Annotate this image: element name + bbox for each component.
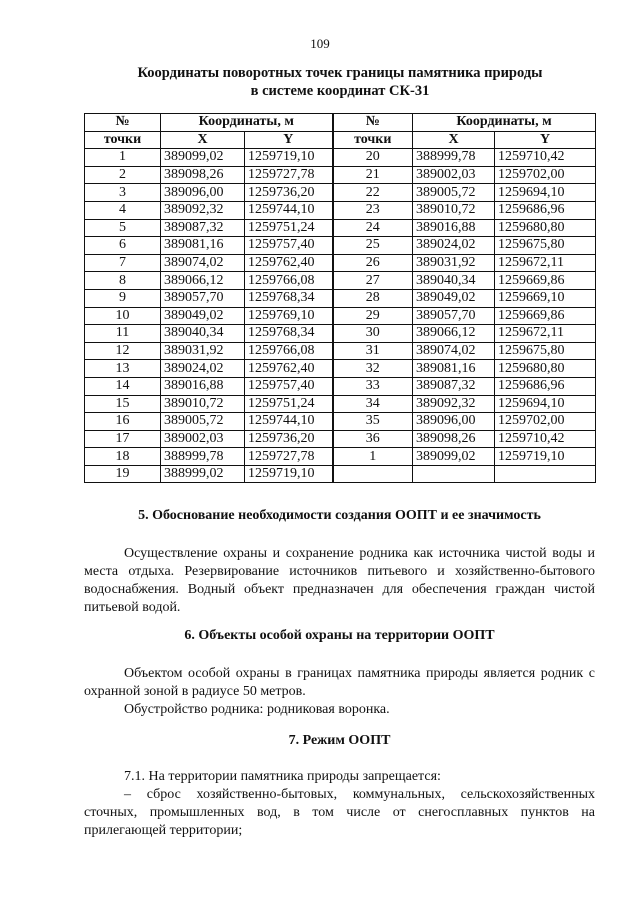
cell-x-left: 389024,02 bbox=[161, 360, 245, 378]
cell-y-right: 1259672,11 bbox=[495, 254, 596, 272]
cell-point-left: 18 bbox=[85, 448, 161, 466]
cell-y-right: 1259675,80 bbox=[495, 342, 596, 360]
cell-point-left: 8 bbox=[85, 272, 161, 290]
cell-point-left: 4 bbox=[85, 201, 161, 219]
cell-x-left: 389002,03 bbox=[161, 430, 245, 448]
cell-point-right: 33 bbox=[333, 377, 413, 395]
section-5 bbox=[84, 507, 595, 617]
cell-y-left: 1259744,10 bbox=[245, 413, 333, 431]
cell-point-right: 1 bbox=[333, 448, 413, 466]
cell-point-right: 30 bbox=[333, 325, 413, 343]
cell-point-left: 13 bbox=[85, 360, 161, 378]
cell-x-left: 389099,02 bbox=[161, 149, 245, 167]
section-6-text-1: Объектом особой охраны в границах памятника природы является родник с охранной зоной в радиусе 50 метров. bbox=[84, 666, 595, 699]
cell-y-right: 1259669,10 bbox=[495, 289, 596, 307]
table-row bbox=[85, 465, 596, 483]
cell-y-right: 1259672,11 bbox=[495, 325, 596, 343]
section-6-heading: 6. Объекты особой охраны на территории ООПТ bbox=[184, 628, 495, 643]
cell-y-left: 1259751,24 bbox=[245, 219, 333, 237]
cell-y-right: 1259675,80 bbox=[495, 237, 596, 255]
cell-point-left: 10 bbox=[85, 307, 161, 325]
cell-point-right: 21 bbox=[333, 166, 413, 184]
cell-point-right bbox=[333, 465, 413, 483]
cell-y-right: 1259710,42 bbox=[495, 149, 596, 167]
cell-x-right: 389098,26 bbox=[413, 430, 495, 448]
cell-x-left: 388999,02 bbox=[161, 465, 245, 483]
section-7-text-2: – сброс хозяйственно-бытовых, коммунальных, сельскохозяйственных сточных, промышленных вод, в том числе от снегосплавных пунктов на прилегающей территории; bbox=[84, 787, 595, 838]
cell-y-left: 1259768,34 bbox=[245, 289, 333, 307]
cell-x-left: 389096,00 bbox=[161, 184, 245, 202]
table-row bbox=[85, 325, 596, 343]
cell-y-right: 1259719,10 bbox=[495, 448, 596, 466]
cell-point-left: 11 bbox=[85, 325, 161, 343]
table-row bbox=[85, 360, 596, 378]
cell-y-left: 1259727,78 bbox=[245, 166, 333, 184]
cell-point-left: 19 bbox=[85, 465, 161, 483]
table-row bbox=[85, 413, 596, 431]
cell-y-left: 1259751,24 bbox=[245, 395, 333, 413]
section-5-heading: 5. Обоснование необходимости создания ООПТ и ее значимость bbox=[138, 508, 541, 523]
cell-point-right: 27 bbox=[333, 272, 413, 290]
cell-y-left: 1259757,40 bbox=[245, 377, 333, 395]
cell-y-left: 1259719,10 bbox=[245, 149, 333, 167]
section-6-text-2: Обустройство родника: родниковая воронка. bbox=[124, 702, 390, 717]
table-row bbox=[85, 219, 596, 237]
cell-x-right: 389002,03 bbox=[413, 166, 495, 184]
table-row bbox=[85, 307, 596, 325]
cell-y-right: 1259680,80 bbox=[495, 219, 596, 237]
table-title bbox=[60, 64, 620, 100]
table-row bbox=[85, 201, 596, 219]
cell-x-right: 389066,12 bbox=[413, 325, 495, 343]
cell-point-right: 23 bbox=[333, 201, 413, 219]
table-row bbox=[85, 395, 596, 413]
table-body bbox=[85, 149, 596, 483]
cell-point-right: 25 bbox=[333, 237, 413, 255]
cell-x-right: 389074,02 bbox=[413, 342, 495, 360]
cell-y-left: 1259769,10 bbox=[245, 307, 333, 325]
header-coords-left: Координаты, м bbox=[161, 114, 333, 132]
cell-point-left: 5 bbox=[85, 219, 161, 237]
cell-point-right: 34 bbox=[333, 395, 413, 413]
cell-y-right: 1259680,80 bbox=[495, 360, 596, 378]
table-row bbox=[85, 430, 596, 448]
cell-x-left: 389066,12 bbox=[161, 272, 245, 290]
cell-point-left: 15 bbox=[85, 395, 161, 413]
cell-point-left: 3 bbox=[85, 184, 161, 202]
cell-x-left: 389087,32 bbox=[161, 219, 245, 237]
cell-point-left: 14 bbox=[85, 377, 161, 395]
cell-point-right: 36 bbox=[333, 430, 413, 448]
cell-y-right: 1259669,86 bbox=[495, 307, 596, 325]
cell-point-left: 7 bbox=[85, 254, 161, 272]
cell-y-left: 1259719,10 bbox=[245, 465, 333, 483]
cell-x-right: 389087,32 bbox=[413, 377, 495, 395]
cell-y-right bbox=[495, 465, 596, 483]
cell-y-right: 1259694,10 bbox=[495, 184, 596, 202]
cell-x-right: 389031,92 bbox=[413, 254, 495, 272]
cell-y-left: 1259744,10 bbox=[245, 201, 333, 219]
cell-y-left: 1259768,34 bbox=[245, 325, 333, 343]
cell-y-left: 1259757,40 bbox=[245, 237, 333, 255]
cell-point-left: 12 bbox=[85, 342, 161, 360]
cell-x-left: 389081,16 bbox=[161, 237, 245, 255]
cell-point-right: 26 bbox=[333, 254, 413, 272]
title-line-1: Координаты поворотных точек границы памятника природы bbox=[137, 65, 543, 81]
header-coords-right: Координаты, м bbox=[413, 114, 596, 132]
cell-y-right: 1259686,96 bbox=[495, 201, 596, 219]
cell-point-right: 29 bbox=[333, 307, 413, 325]
section-7 bbox=[84, 732, 595, 840]
table-row bbox=[85, 289, 596, 307]
cell-y-right: 1259702,00 bbox=[495, 413, 596, 431]
cell-y-left: 1259727,78 bbox=[245, 448, 333, 466]
cell-point-right: 20 bbox=[333, 149, 413, 167]
header-point-right: точки bbox=[333, 131, 413, 149]
cell-y-left: 1259762,40 bbox=[245, 254, 333, 272]
cell-y-left: 1259766,08 bbox=[245, 342, 333, 360]
cell-x-left: 389057,70 bbox=[161, 289, 245, 307]
cell-x-right: 389057,70 bbox=[413, 307, 495, 325]
cell-y-left: 1259762,40 bbox=[245, 360, 333, 378]
table-row bbox=[85, 272, 596, 290]
cell-x-left: 389031,92 bbox=[161, 342, 245, 360]
cell-x-right: 389024,02 bbox=[413, 237, 495, 255]
cell-y-left: 1259736,20 bbox=[245, 430, 333, 448]
cell-y-right: 1259669,86 bbox=[495, 272, 596, 290]
cell-y-left: 1259736,20 bbox=[245, 184, 333, 202]
table-row bbox=[85, 448, 596, 466]
cell-x-left: 389049,02 bbox=[161, 307, 245, 325]
cell-point-right: 24 bbox=[333, 219, 413, 237]
cell-x-right: 389099,02 bbox=[413, 448, 495, 466]
cell-x-right: 389049,02 bbox=[413, 289, 495, 307]
title-line-2: в системе координат СК-31 bbox=[250, 83, 430, 99]
cell-x-left: 389010,72 bbox=[161, 395, 245, 413]
cell-x-left: 389074,02 bbox=[161, 254, 245, 272]
cell-point-left: 2 bbox=[85, 166, 161, 184]
table-row bbox=[85, 184, 596, 202]
cell-point-left: 17 bbox=[85, 430, 161, 448]
header-x-right: X bbox=[413, 131, 495, 149]
cell-point-left: 16 bbox=[85, 413, 161, 431]
cell-point-right: 32 bbox=[333, 360, 413, 378]
cell-x-left: 389016,88 bbox=[161, 377, 245, 395]
cell-x-left: 388999,78 bbox=[161, 448, 245, 466]
cell-y-left: 1259766,08 bbox=[245, 272, 333, 290]
page-number: 109 bbox=[310, 36, 330, 51]
cell-x-right: 389016,88 bbox=[413, 219, 495, 237]
cell-point-right: 28 bbox=[333, 289, 413, 307]
header-y-right: Y bbox=[495, 131, 596, 149]
cell-point-right: 31 bbox=[333, 342, 413, 360]
cell-point-left: 1 bbox=[85, 149, 161, 167]
section-7-text-1: 7.1. На территории памятника природы запрещается: bbox=[124, 769, 441, 784]
section-5-text: Осуществление охраны и сохранение родника как источника чистой воды и места отдыха. Резервирование источников питьевого и хозяйственно-бытового водоснабжения. Водный объект предназначен для обеспечения граждан чистой питьевой водой. bbox=[84, 546, 595, 615]
cell-x-right: 389096,00 bbox=[413, 413, 495, 431]
cell-x-right: 389081,16 bbox=[413, 360, 495, 378]
cell-x-left: 389092,32 bbox=[161, 201, 245, 219]
cell-y-right: 1259710,42 bbox=[495, 430, 596, 448]
cell-x-right: 388999,78 bbox=[413, 149, 495, 167]
header-no-right: № bbox=[333, 114, 413, 132]
header-no-left: № bbox=[85, 114, 161, 132]
table-row bbox=[85, 149, 596, 167]
coordinates-table bbox=[84, 113, 596, 483]
cell-x-right: 389005,72 bbox=[413, 184, 495, 202]
section-6 bbox=[84, 627, 595, 719]
header-y-left: Y bbox=[245, 131, 333, 149]
cell-point-right: 22 bbox=[333, 184, 413, 202]
cell-x-left: 389098,26 bbox=[161, 166, 245, 184]
cell-x-left: 389040,34 bbox=[161, 325, 245, 343]
cell-y-right: 1259686,96 bbox=[495, 377, 596, 395]
cell-y-right: 1259694,10 bbox=[495, 395, 596, 413]
table-row bbox=[85, 237, 596, 255]
table-row bbox=[85, 377, 596, 395]
cell-x-right: 389010,72 bbox=[413, 201, 495, 219]
table-row bbox=[85, 342, 596, 360]
cell-point-left: 9 bbox=[85, 289, 161, 307]
table-row bbox=[85, 166, 596, 184]
section-7-heading: 7. Режим ООПТ bbox=[288, 733, 391, 748]
cell-point-right: 35 bbox=[333, 413, 413, 431]
cell-point-left: 6 bbox=[85, 237, 161, 255]
cell-y-right: 1259702,00 bbox=[495, 166, 596, 184]
cell-x-left: 389005,72 bbox=[161, 413, 245, 431]
cell-x-right: 389092,32 bbox=[413, 395, 495, 413]
cell-x-right: 389040,34 bbox=[413, 272, 495, 290]
table-row bbox=[85, 254, 596, 272]
header-point-left: точки bbox=[85, 131, 161, 149]
header-x-left: X bbox=[161, 131, 245, 149]
cell-x-right bbox=[413, 465, 495, 483]
